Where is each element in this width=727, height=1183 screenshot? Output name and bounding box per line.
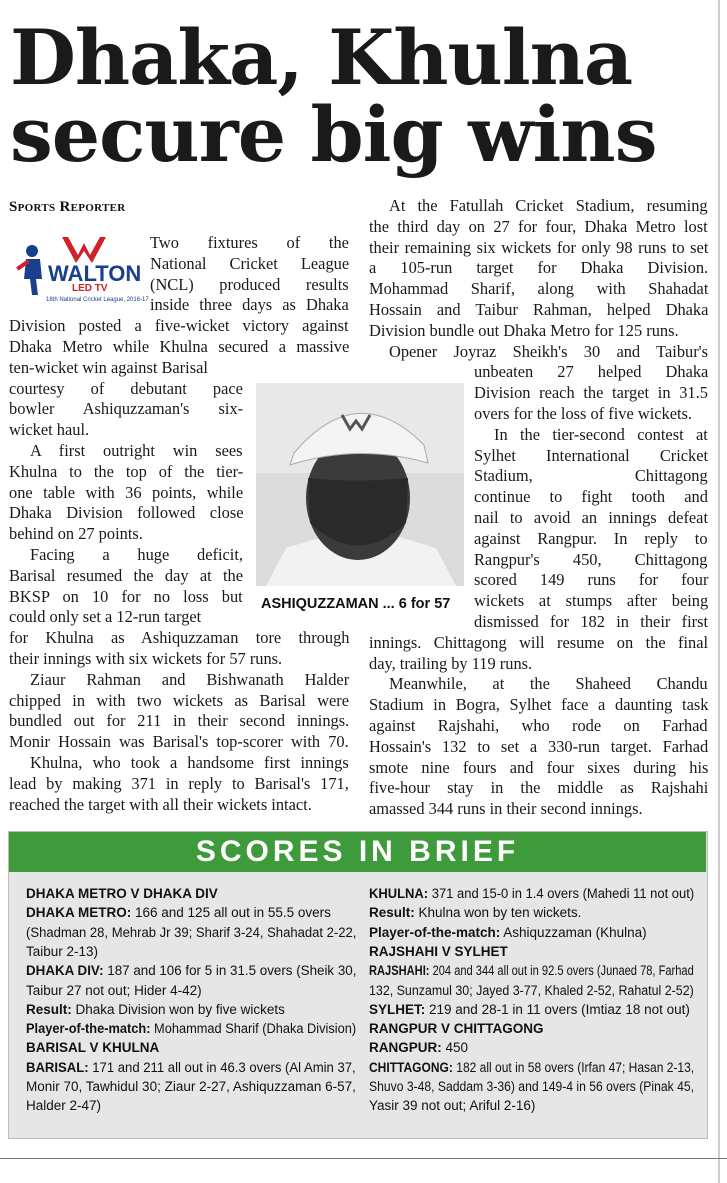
scores-left-label: BARISAL V KHULNA bbox=[26, 1040, 160, 1056]
right-article-line: At the Fatullah Cricket Stadium, resuming bbox=[389, 196, 708, 215]
right-article-line: overs for the loss of five wickets. bbox=[474, 404, 693, 423]
left-article-line: Facing a huge deficit, bbox=[30, 545, 244, 564]
scores-right-text: 182 all out in 58 overs (Irfan 47; Hasan 2-13, bbox=[452, 1059, 695, 1075]
scores-left-line bbox=[26, 1019, 356, 1038]
scores-left-line bbox=[26, 981, 202, 1000]
scores-left-label: BARISAL: bbox=[26, 1059, 89, 1075]
scores-left-line bbox=[26, 923, 356, 942]
scores-right-line bbox=[369, 1077, 694, 1096]
right-article-line: amassed 344 runs in their second innings. bbox=[369, 799, 643, 819]
scores-left-text: 166 and 125 all out in 55.5 overs bbox=[131, 905, 331, 921]
player-photo-illustration bbox=[256, 383, 464, 586]
right-article-line: Division reach the target in 31.5 bbox=[474, 383, 708, 403]
scores-right-text: Ashiquzzaman (Khulna) bbox=[500, 924, 647, 940]
left-article-line: chipped in with two wickets as Barisal were bbox=[9, 690, 350, 710]
logo-tagline: 18th National Cricket League, 2016-17 bbox=[46, 297, 149, 303]
right-article-line: a 105-run target for Dhaka Division. bbox=[369, 258, 709, 278]
scores-left-text: Monir 70, Tawhidul 30; Ziaur 2-27, Ashiquzzaman 6-57, bbox=[26, 1079, 356, 1094]
scores-right-line bbox=[369, 1000, 690, 1019]
scores-left-line bbox=[26, 942, 98, 961]
scores-left-text: Dhaka Division won by five wickets bbox=[71, 1001, 285, 1017]
right-article-line: Rangpur's 450, Chittagong bbox=[474, 549, 708, 569]
scores-left-line bbox=[26, 961, 356, 980]
scores-left-line bbox=[26, 1096, 101, 1115]
right-article-line: innings. Chittagong will resume on the final bbox=[369, 632, 709, 652]
scores-right-label: KHULNA: bbox=[369, 886, 429, 901]
right-article-line: Hossain and Taibur Rahman, helped Dhaka bbox=[369, 300, 709, 319]
scores-right-text: 219 and 28-1 in 11 overs (Imtiaz 18 not out) bbox=[425, 1001, 690, 1017]
right-article-line: their remaining six wickets for only 98 runs to set bbox=[369, 237, 709, 257]
scores-left-text: Halder 2-47) bbox=[26, 1098, 102, 1114]
left-article-line: for Khulna as Ashiquzzaman tore through bbox=[9, 628, 350, 648]
scores-left-line bbox=[26, 1077, 356, 1096]
right-article-line: Sylhet International Cricket bbox=[474, 445, 709, 465]
left-article-line: reached the target with all their wickets intact. bbox=[9, 794, 312, 814]
scores-left-line bbox=[26, 1058, 356, 1077]
scores-right-line bbox=[369, 903, 581, 922]
walton-logo-icon bbox=[12, 233, 149, 305]
scores-right-line bbox=[369, 942, 508, 961]
right-article-line: Meanwhile, at the Shaheed Chandu bbox=[389, 674, 708, 694]
scores-left-label: Result: bbox=[26, 1001, 72, 1017]
scores-right-text: 204 and 344 all out in 92.5 overs (Junaed 78, Farhad bbox=[429, 963, 694, 979]
right-article-line: Hossain's 132 to set a 330-run target. Farhad bbox=[369, 736, 709, 756]
scores-left-label: DHAKA METRO: bbox=[26, 905, 132, 921]
right-article-line: five-hour stay in the middle as Rajshahi bbox=[369, 778, 709, 798]
scores-right-line bbox=[369, 923, 647, 942]
scores-right-line bbox=[369, 1058, 694, 1077]
scores-left-label: Player-of-the-match: bbox=[26, 1021, 151, 1037]
walton-logo bbox=[12, 233, 149, 305]
right-article-line: against Rajshahi, who rode on Farhad bbox=[369, 716, 708, 735]
scores-right-line bbox=[369, 1096, 535, 1115]
left-article-line: Two fixtures of the bbox=[150, 233, 349, 252]
left-article-line: (NCL) produced results bbox=[150, 274, 349, 294]
left-article-line: Khulna, who took a handsome first innings bbox=[30, 753, 349, 772]
logo-brand: WALTON bbox=[48, 261, 142, 286]
scores-left-text: Taibur 27 not out; Hider 4-42) bbox=[26, 982, 202, 998]
left-article-line: wicket haul. bbox=[9, 420, 90, 440]
right-article-line: Stadium in Bogra, Sylhet face a daunting task bbox=[369, 695, 709, 715]
scores-right-text: Khulna won by ten wickets. bbox=[414, 905, 582, 921]
scores-right-label: RANGPUR V CHITTAGONG bbox=[369, 1021, 544, 1037]
left-article-line: Dhaka Metro while Khulna secured a massive bbox=[9, 337, 350, 356]
scores-left-label: DHAKA DIV: bbox=[26, 963, 104, 979]
headline-line-2: secure big wins bbox=[10, 90, 657, 179]
right-article-line: nail to avoid an innings defeat bbox=[474, 508, 709, 527]
right-article-line: Division bundle out Dhaka Metro for 125 runs. bbox=[369, 320, 679, 340]
player-photo bbox=[256, 383, 464, 586]
scores-right-text: 371 and 15-0 in 1.4 overs (Mahedi 11 not out) bbox=[428, 886, 695, 901]
scores-right-text: 132, Sunzamul 30; Jayed 3-77, Khaled 2-52, Rahatul 2-52) bbox=[369, 982, 694, 998]
byline: Sports Reporter bbox=[9, 199, 126, 215]
right-article-line: the third day on 27 for four, Dhaka Metro lost bbox=[369, 216, 708, 236]
left-article-line: courtesy of debutant pace bbox=[9, 378, 243, 398]
scores-left-text: Taibur 2-13) bbox=[26, 943, 99, 959]
right-article-line: against Rangpur. In reply to bbox=[474, 528, 708, 548]
scores-left-text: 187 and 106 for 5 in 31.5 overs (Sheik 30, bbox=[103, 963, 357, 979]
left-article-line: bundled out for 211 in their second innings. bbox=[9, 711, 350, 731]
headline-line-1: Dhaka, Khulna bbox=[10, 13, 633, 102]
left-article-line: Dhaka Division followed close bbox=[9, 503, 244, 523]
page-edge-rule bbox=[718, 0, 720, 1183]
scores-left-line bbox=[26, 884, 218, 903]
right-article-line: Opener Joyraz Sheikh's 30 and Taibur's bbox=[389, 341, 708, 361]
scores-right-line bbox=[369, 981, 694, 1000]
logo-sub: LED TV bbox=[72, 283, 108, 294]
right-article-line: In the tier-second contest at bbox=[494, 424, 708, 444]
scores-right-text: 450 bbox=[441, 1040, 469, 1056]
scores-right-label: RAJSHAHI: bbox=[369, 963, 430, 979]
scores-right-label: Result: bbox=[369, 905, 415, 921]
left-article-line: National Cricket League bbox=[150, 253, 350, 273]
right-article-line: dismissed for 182 in their first bbox=[474, 612, 709, 631]
scores-right-line bbox=[369, 1019, 544, 1038]
scores-right-label: RANGPUR: bbox=[369, 1040, 442, 1056]
left-article-line: behind on 27 points. bbox=[9, 524, 143, 544]
scores-title: SCORES IN BRIEF bbox=[195, 835, 520, 868]
right-article-line: day, trailing by 119 runs. bbox=[369, 653, 533, 673]
left-article-line: bowler Ashiquzzaman's six- bbox=[9, 399, 244, 419]
left-article-line: Monir Hossain was Barisal's top-scorer with 70. bbox=[9, 732, 349, 752]
scores-right-text: Yasir 39 not out; Ariful 2-16) bbox=[369, 1098, 536, 1114]
left-article-line: BKSP on 10 for no loss but bbox=[9, 586, 243, 606]
right-article-line: Stadium, Chittagong bbox=[474, 466, 708, 486]
left-article-line: A first outright win sees bbox=[30, 441, 243, 460]
left-article-line: lead by making 371 in reply to Barisal's 171, bbox=[9, 773, 349, 793]
right-article-line: scored 149 runs for four bbox=[474, 570, 709, 590]
scores-right-line bbox=[369, 961, 694, 980]
left-article-line: could only set a 12-run target bbox=[9, 607, 202, 627]
left-article-line: their innings with six wickets for 57 runs. bbox=[9, 649, 283, 668]
right-article-line: smote nine fours and four sixes during his bbox=[369, 757, 709, 777]
scores-right-text: Shuvo 3-48, Saddam 3-36) and 149-4 in 56 overs (Pinak 45, bbox=[369, 1079, 694, 1094]
scores-left-text: Mohammad Sharif (Dhaka Division) bbox=[150, 1021, 357, 1037]
left-article-line: Barisal resumed the day at the bbox=[9, 565, 243, 585]
scores-left-line bbox=[26, 1038, 159, 1057]
scores-left-line bbox=[26, 1000, 285, 1019]
right-article-line: Mohammad Sharif, along with Shahadat bbox=[369, 279, 709, 299]
left-article-line: ten-wicket win against Barisal bbox=[9, 357, 208, 377]
right-article-line: continue to fight tooth and bbox=[474, 487, 708, 507]
scores-right-label: Player-of-the-match: bbox=[369, 924, 501, 940]
scores-right-label: CHITTAGONG: bbox=[369, 1059, 453, 1075]
scores-right-line bbox=[369, 1038, 468, 1057]
scores-left-line bbox=[26, 903, 331, 922]
right-article-line: wickets at stumps after being bbox=[474, 591, 709, 611]
scores-right-label: SYLHET: bbox=[369, 1001, 426, 1017]
right-article-line: unbeaten 27 helped Dhaka bbox=[474, 362, 709, 382]
scores-right-line bbox=[369, 884, 694, 903]
scores-left-label: DHAKA METRO V DHAKA DIV bbox=[26, 886, 218, 901]
bottom-rule bbox=[0, 1158, 727, 1159]
left-article-line: Division posted a five-wicket victory against bbox=[9, 316, 349, 336]
left-article-line: one table with 36 points, while bbox=[9, 482, 244, 502]
photo-caption: ASHIQUZZAMAN ... 6 for 57 bbox=[261, 596, 451, 612]
left-article-line: Khulna to the top of the tier- bbox=[9, 461, 244, 481]
scores-right-label: RAJSHAHI V SYLHET bbox=[369, 943, 508, 959]
left-article-line: inside three days as Dhaka bbox=[150, 295, 349, 315]
scores-left-text: 171 and 211 all out in 46.3 overs (Al Amin 37, bbox=[88, 1059, 356, 1075]
left-article-line: Ziaur Rahman and Bishwanath Halder bbox=[30, 669, 350, 689]
scores-left-text: (Shadman 28, Mehrab Jr 39; Sharif 3-24, Shahadat 2-22, bbox=[26, 924, 357, 940]
